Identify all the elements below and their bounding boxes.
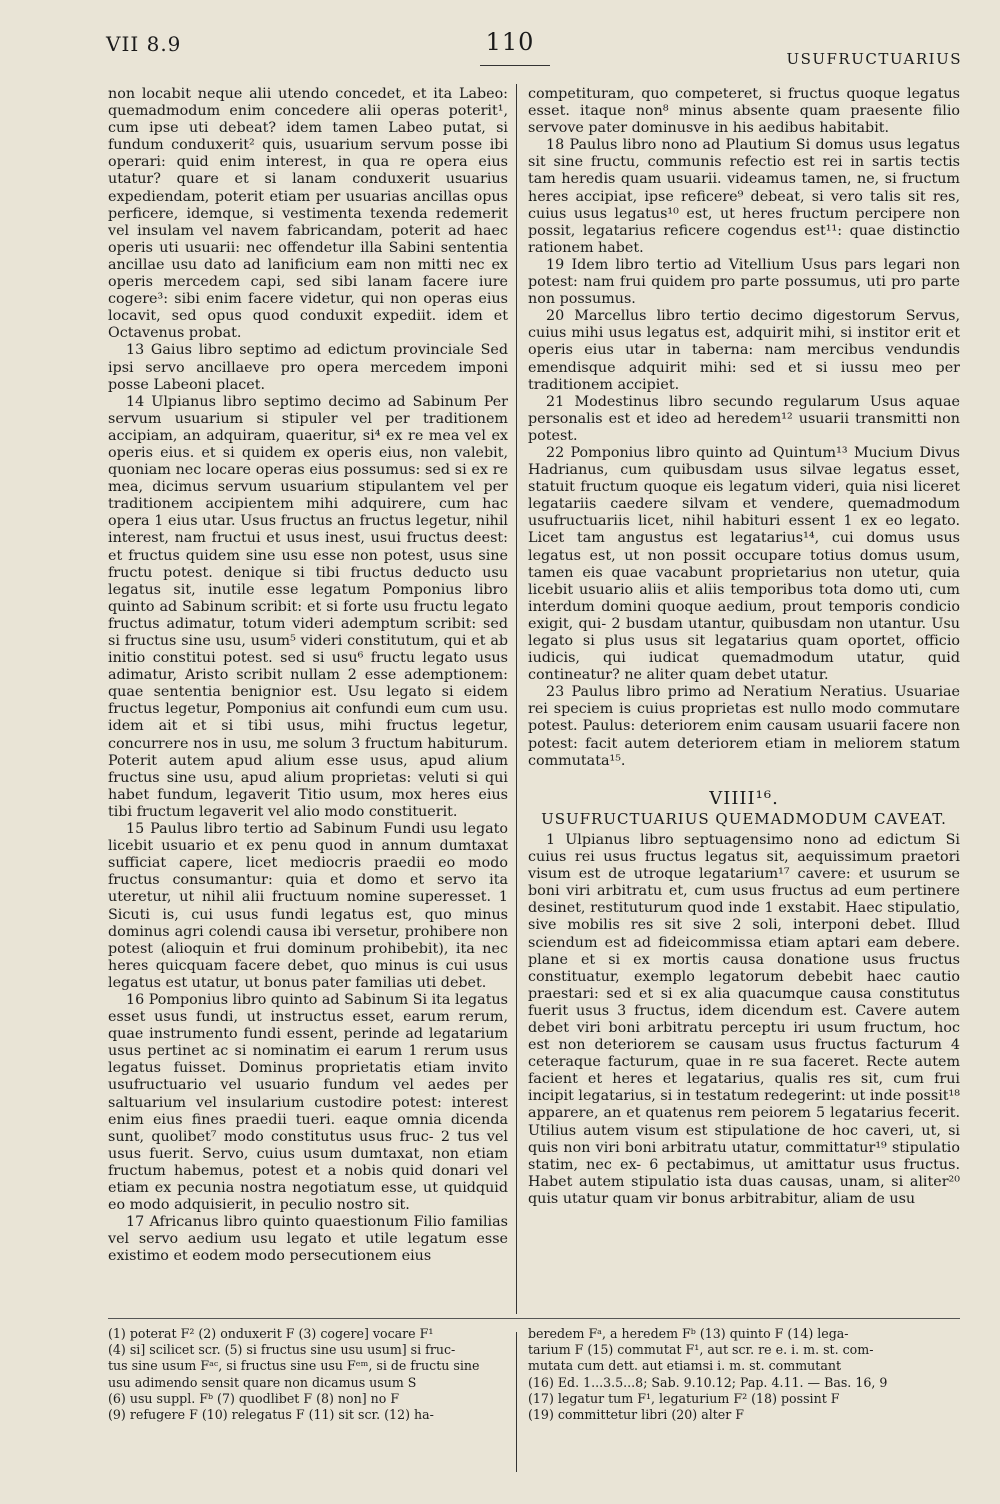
section-title-text: USUFRUCTUARIUS QUEMADMODUM CAVEAT.: [541, 809, 947, 828]
paragraph: 14 Ulpianus libro septimo decimo ad Sabinum Per servum usuarium si stipuler vel per traditionem accipiam, an adquiram, quaeritur, si⁴ ex re mea vel ex operis eius. et si quidem ex operis eius, non valebit, quoniam nec locare operas eius possumus: sed si ex re mea, dicimus servum usuarium stipulantem vel per traditionem accipientem mihi adquirere, cum hac opera 1 eius utar. Usus fructus an fructus legetur, nihil interest, nam fructui et usus inest, usui fructus deest: et fructus quidem sine usu esse non potest, usus sine fructu potest. denique si tibi fructus deducto usu legatus sit, inutile esse legatum Pomponius libro quinto ad Sabinum scribit: et si forte usu fructu legato fructus adimatur, totum videri ademptum scribit: sed si fructus sine usu, usum⁵ videri constitutum, qui et ab initio constitui potest. sed si usu⁶ fructu legato usus adimatur, Aristo scribit nullam 2 esse ademptionem: quae sententia benignior est. Usu legato si eidem fructus legetur, Pomponius ait confundi eum cum usu. idem ait et si tibi usus, mihi fructus legetur, concurrere nos in usu, me solum 3 fructum habiturum. Poterit autem apud alium esse usus, apud alium fructus sine usu, apud alium proprietas: veluti si qui habet fundum, legaverit Titio usum, mox heres eius tibi fructum legaverit vel alio modo constituerit.: [108, 393, 508, 820]
paragraph: 1 Ulpianus libro septuagensimo nono ad edictum Si cuius rei usus fructus legatus sit, aequissimum praetori visum est de utroque legatarium¹⁷ cavere: et usurum se boni viri arbitratu et, cum usus fructus ad eum pertinere desinet, restituturum quod inde 1 exstabit. Haec stipulatio, sive mobilis res sit sive 2 soli, interponi debet. Illud sciendum est ad fideicommissa etiam aptari eam debere. plane et si ex mortis causa donatione usus fructus constituatur, exemplo legatorum debebit haec cautio praestari: sed et si ex alia quacumque causa constitutus fuerit usus 3 fructus, idem dicendum est. Cavere autem debet viri boni arbitratu perceptu iri usum fructum, hoc est non deteriorem se causam usus fructus facturum 4 ceteraque facturum, quae in re sua faceret. Recte autem facient et heres et legatarius, qualis res sit, cum frui incipit legatarius, si in testatum redegerint: ut inde possit¹⁸ apparere, an et quatenus rem peiorem 5 legatarius fecerit. Utilius autem visum est stipulatione de hoc caveri, ut, si quis non viri boni arbitratu utatur, committatur¹⁹ stipulatio statim, nec ex- 6 pectabimus, ut amittatur usus fructus. Habet autem stipulatio ista duas causas, unam, si aliter²⁰ quis utatur quam vir bonus arbitrabitur, aliam de usu: [528, 831, 960, 1207]
right-column: [528, 86, 960, 1208]
footnote-line: (17) legatur tum F¹, legaturium F² (18) possint F: [528, 1390, 840, 1406]
paragraph: 19 Idem libro tertio ad Vitellium Usus pars legari non potest: nam frui quidem pro parte possumus, uti pro parte non possumus.: [528, 256, 960, 308]
section-title-number: VIIII¹⁶.: [709, 787, 779, 809]
column-divider: [516, 84, 517, 1314]
footnote-line: beredem Fᵃ, a heredem Fᵇ (13) quinto F (14) lega-: [528, 1326, 849, 1341]
paragraph: 18 Paulus libro nono ad Plautium Si domus usus legatus sit sine fructu, communis refectio est rei in sartis tectis tam heredis quam usuarii. videamus tamen, ne, si fructum heres accipiat, ipse reficere⁹ debeat, si vero talis sit res, cuius usus legatus¹⁰ est, ut heres fructum percipere non possit, legatarius reficere cogendus est¹¹: quae distinctio rationem habet.: [528, 137, 960, 256]
footnote-line: (9) refugere F (10) relegatus F (11) sit scr. (12) ha-: [108, 1407, 434, 1423]
running-header-title: USUFRUCTUARIUS: [786, 50, 962, 68]
section-title: [528, 787, 960, 828]
paragraph: 22 Pomponius libro quinto ad Quintum¹³ Mucium Divus Hadrianus, cum quibusdam usus silvae legatus esset, statuit fructum quoque eis legatum videri, quia nisi liceret legatariis caedere silvam et vendere, quemadmodum usufructuariis licet, nihil habituri essent 1 ex eo legato. Licet tam angustus est legatarius¹⁴, cui domus usus legatus est, ut non possit occupare totius domus usum, tamen eis quae vacabunt proprietarius non utetur, quia licebit usuario aliis et aliis temporibus tota domo uti, cum interdum domini quoque aedium, prout temporis condicio exigit, qui- 2 busdam utantur, quibusdam non utantur. Usu legato si plus usus sit legatarius quam oportet, officio iudicis, qui iudicat quemadmodum utatur, quid contineatur? ne aliter quam debet utatur.: [528, 444, 960, 684]
page-number-rule: [480, 65, 550, 66]
paragraph: 15 Paulus libro tertio ad Sabinum Fundi usu legato licebit usuario et ex penu quod in annum dumtaxat sufficiat capere, licet mediocris praedii eo modo fructus consumantur: quia et domo et servo ita uteretur, ut nihil alii fructuum nomine superesset. 1 Sicuti is, cui usus fundi legatus est, quo minus dominus agri colendi causa ibi versetur, prohibere non potest (alioquin et frui dominum prohibebit), ita nec heres quicquam facere debet, quo minus is cui usus legatus est utatur, ut bonus pater familias uti debet.: [108, 821, 508, 991]
paragraph: 23 Paulus libro primo ad Neratium Neratius. Usuariae rei speciem is cuius proprietas est nullo modo commutare potest. Paulus: deteriorem enim causam usuarii facere non potest: facit autem deteriorem etiam in meliorem statum commutata¹⁵.: [528, 684, 960, 769]
footnotes-left: [108, 1326, 508, 1423]
paragraph: 16 Pomponius libro quinto ad Sabinum Si ita legatus esset usus fundi, ut instructus esset, earum rerum, quae instrumento fundi essent, perinde ad legatarium usus pertinet ac si nominatim ei earum 1 rerum usus legatus fuisset. Dominus proprietatis etiam invito usufructuario vel usuario fundum vel aedes per saltuarium vel insularium custodire potest: interest enim eius fines praedii tueri. eaque omnia dicenda sunt, quolibet⁷ modo constitutus usus fruc- 2 tus vel usus fuerit. Servo, cuius usum dumtaxat, non etiam fructum habemus, potest et a nobis quid donari vel etiam ex pecunia nostra negotiatum esse, ut quidquid eo modo adquisierit, in peculio nostro sit.: [108, 991, 508, 1214]
footnote-line: (16) Ed. 1...3.5...8; Sab. 9.10.12; Pap. 4.11. — Bas. 16, 9: [528, 1374, 888, 1390]
footnote-line: (19) committetur libri (20) alter F: [528, 1407, 745, 1423]
footnote-line: (1) poterat F² (2) onduxerit F (3) cogere] vocare F¹: [108, 1326, 434, 1341]
left-column: [108, 86, 508, 1265]
running-header-section: VII 8.9: [106, 32, 182, 56]
footnote-line: usu adimendo sensit quare non dicamus usum S: [108, 1374, 417, 1390]
footnotes-right: [528, 1326, 960, 1423]
paragraph: non locabit neque alii utendo concedet, et ita Labeo: quemadmodum enim concedere alii operas poterit¹, cum ipse uti debeat? idem tamen Labeo putat, si fundum conduxerit² quis, usuarium servum posse ibi operari: quid enim interest, in qua re opera eius utatur? quare et si lanam conduxerit usuarius expediendam, poterit etiam per usuarias ancillas opus perficere, idemque, si vestimenta texenda redemerit vel insulam vel navem fabricandam, poterit ad haec operis uti usuarii: nec offendetur illa Sabini sententia ancillae usu dato ad lanificium eam non mitti nec ex operis mercedem capi, sed sibi lanam facere iure cogere³: sibi enim facere videtur, qui non operas eius locavit, sed opus quod conduxit expediit. idem et Octavenus probat.: [108, 86, 508, 342]
paragraph: 21 Modestinus libro secundo regularum Usus aquae personalis est et ideo ad heredem¹² usuarii transmitti non potest.: [528, 393, 960, 444]
footnote-divider: [516, 1332, 517, 1472]
footnote-line: tarium F (15) commutat F¹, aut scr. re e. i. m. st. com-: [528, 1342, 874, 1358]
paragraph: competituram, quo competeret, si fructus quoque legatus esset. itaque non⁸ minus absente quam praesente filio servove pater dominusve in his aedibus habitabit.: [528, 86, 960, 137]
footnote-line: (4) si] scilicet scr. (5) si fructus sine usu usum] si fruc-: [108, 1342, 456, 1358]
footnote-line: mutata cum dett. aut etiamsi i. m. st. commutant: [528, 1358, 841, 1374]
page-number: 110: [485, 28, 535, 56]
paragraph: 13 Gaius libro septimo ad edictum provinciale Sed ipsi servo ancillaeve pro opera mercedem imponi posse Labeoni placet.: [108, 342, 508, 393]
footnote-rule: [108, 1318, 960, 1319]
paragraph: 20 Marcellus libro tertio decimo digestorum Servus, cuius mihi usus legatus est, adquirit mihi, si institor erit et operis eius utar in taberna: nam mercibus vendundis emendisque adquirit mihi: sed et si iussu meo per traditionem accipiet.: [528, 308, 960, 393]
footnote-line: (6) usu suppl. Fᵇ (7) quodlibet F (8) non] no F: [108, 1390, 400, 1406]
paragraph: 17 Africanus libro quinto quaestionum Filio familias vel servo aedium usu legato et utile legatum esse existimo et eodem modo persecutionem eius: [108, 1214, 508, 1265]
footnote-line: tus sine usum Fᵃᶜ, si fructus sine usu Fᵉᵐ, si de fructu sine: [108, 1358, 480, 1374]
